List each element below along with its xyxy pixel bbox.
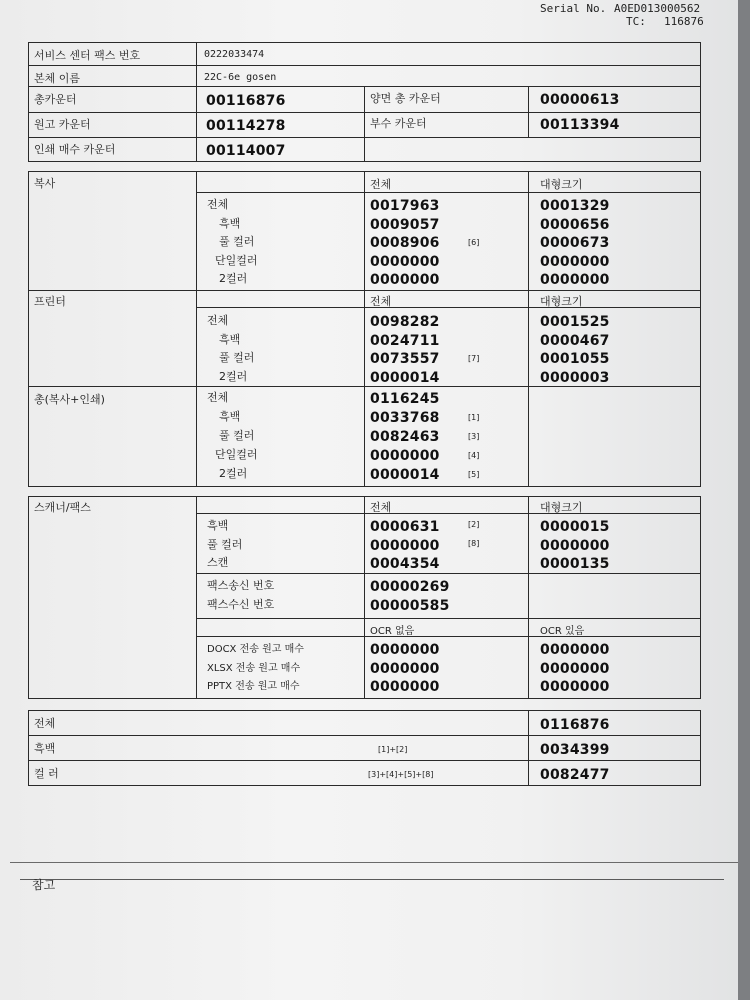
printer-row-large: 0000003 bbox=[540, 369, 610, 386]
copy-row-large: 0000000 bbox=[540, 253, 610, 270]
sum-row-total: 0082463 bbox=[370, 429, 440, 445]
printer-row-total: 0098282 bbox=[370, 314, 440, 330]
ocr-row-label: DOCX 전송 원고 매수 bbox=[207, 644, 304, 655]
sum-row-ref: [1] bbox=[468, 413, 480, 422]
ocr-no-header: OCR 없음 bbox=[370, 626, 415, 637]
scan-row-large: 0000000 bbox=[540, 537, 610, 554]
scan-row-ref: [2] bbox=[468, 520, 480, 529]
sum-row-total: 0000000 bbox=[370, 448, 440, 464]
copy-row-label: 단일컬러 bbox=[215, 253, 258, 267]
copy-row-large: 0000673 bbox=[540, 235, 610, 251]
printer-row-label: 풀 컬러 bbox=[219, 351, 255, 364]
grand-total-row-label: 흑백 bbox=[34, 742, 56, 755]
fax-number-value: 0222033474 bbox=[204, 49, 265, 60]
fax-row-label: 팩스송신 번호 bbox=[207, 579, 275, 592]
fax-number-label: 서비스 센터 팩스 번호 bbox=[34, 49, 141, 62]
printer-row-label: 2컬러 bbox=[219, 369, 248, 383]
scan-row-large: 0000015 bbox=[540, 519, 610, 535]
printer-row-ref: [7] bbox=[468, 354, 480, 363]
ocr-row-no: 0000000 bbox=[370, 679, 440, 695]
copy-row-label: 풀 컬러 bbox=[219, 235, 255, 248]
copy-col-total: 전체 bbox=[370, 178, 392, 191]
scan-row-total: 0000631 bbox=[370, 519, 440, 535]
copy-row-total: 0017963 bbox=[370, 198, 440, 214]
printer-row-large: 0001055 bbox=[540, 351, 610, 367]
copies-counter-value: 00113394 bbox=[540, 117, 620, 133]
copy-row-total: 0009057 bbox=[370, 216, 440, 233]
scan-row-ref: [8] bbox=[468, 538, 480, 548]
scan-row-large: 0000135 bbox=[540, 556, 610, 572]
sum-row-total: 0033768 bbox=[370, 410, 440, 426]
copies-counter-label: 부수 카운터 bbox=[370, 117, 427, 130]
fax-row-total: 00000585 bbox=[370, 597, 450, 614]
scan-row-total: 0004354 bbox=[370, 556, 440, 572]
tc-label: TC: bbox=[626, 15, 646, 28]
fax-row-total: 00000269 bbox=[370, 579, 450, 595]
printer-row-label: 흑백 bbox=[219, 332, 241, 346]
scan-row-total: 0000000 bbox=[370, 537, 440, 554]
scan-row-label: 흑백 bbox=[207, 519, 229, 532]
sum-row-ref: [4] bbox=[468, 451, 480, 460]
printer-row-total: 0024711 bbox=[370, 332, 440, 349]
grand-total-row-label: 전체 bbox=[34, 717, 56, 730]
tc-value: 116876 bbox=[664, 15, 704, 28]
sum-row-ref: [3] bbox=[468, 432, 480, 441]
printer-section-title: 프린터 bbox=[34, 295, 66, 308]
sum-row-label: 풀 컬러 bbox=[219, 429, 255, 442]
copy-row-label: 2컬러 bbox=[219, 272, 248, 285]
model-value: 22C-6e gosen bbox=[204, 72, 277, 83]
printer-row-large: 0000467 bbox=[540, 332, 610, 349]
sum-section-title: 총(복사+인쇄) bbox=[34, 393, 105, 406]
original-counter-value: 00114278 bbox=[206, 118, 286, 134]
serial-label: Serial No. bbox=[540, 2, 607, 15]
sum-row-total: 0000014 bbox=[370, 467, 440, 483]
copy-section-title: 복사 bbox=[34, 177, 56, 190]
scanner-col-large: 대형크기 bbox=[540, 501, 583, 514]
sum-row-label: 2컬러 bbox=[219, 467, 248, 480]
printer-row-label: 전체 bbox=[207, 314, 229, 327]
copy-row-total: 0000000 bbox=[370, 272, 440, 288]
scan-row-label: 스캔 bbox=[207, 556, 229, 569]
copy-row-large: 0001329 bbox=[540, 198, 610, 214]
copy-col-large: 대형크기 bbox=[540, 178, 583, 191]
ocr-row-yes: 0000000 bbox=[540, 642, 610, 658]
copy-row-total: 0008906 bbox=[370, 235, 440, 251]
copy-row-large: 0000656 bbox=[540, 216, 610, 233]
printer-row-total: 0000014 bbox=[370, 369, 440, 386]
scanner-section-title: 스캐너/팩스 bbox=[34, 501, 91, 514]
printer-row-total: 0073557 bbox=[370, 351, 440, 367]
copy-row-total: 0000000 bbox=[370, 253, 440, 270]
sum-row-label: 단일컬러 bbox=[215, 448, 258, 461]
duplex-counter-value: 00000613 bbox=[540, 92, 620, 108]
sum-row-total: 0116245 bbox=[370, 391, 440, 407]
grand-total-row-formula: [3]+[4]+[5]+[8] bbox=[368, 770, 434, 779]
scanner-col-total: 전체 bbox=[370, 501, 392, 514]
grand-total-row-value: 0034399 bbox=[540, 742, 610, 758]
printer-col-large: 대형크기 bbox=[540, 295, 583, 308]
copy-row-label: 전체 bbox=[207, 198, 229, 211]
ocr-row-yes: 0000000 bbox=[540, 660, 610, 677]
ocr-row-yes: 0000000 bbox=[540, 679, 610, 695]
copy-row-label: 흑백 bbox=[219, 216, 241, 230]
total-counter-label: 총카운터 bbox=[34, 93, 77, 106]
notes-label: 참고 bbox=[32, 878, 56, 892]
sum-row-ref: [5] bbox=[468, 470, 480, 479]
ocr-row-no: 0000000 bbox=[370, 660, 440, 677]
grand-total-row-label: 컬 러 bbox=[34, 767, 59, 780]
print-counter-value: 00114007 bbox=[206, 143, 286, 159]
ocr-yes-header: OCR 있음 bbox=[540, 626, 585, 637]
grand-total-row-value: 0116876 bbox=[540, 717, 610, 733]
sum-row-label: 흑백 bbox=[219, 410, 241, 423]
printer-col-total: 전체 bbox=[370, 295, 392, 308]
sum-row-label: 전체 bbox=[207, 391, 229, 404]
print-counter-label: 인쇄 매수 카운터 bbox=[34, 143, 116, 156]
model-label: 본체 이름 bbox=[34, 72, 81, 85]
duplex-counter-label: 양면 총 카운터 bbox=[370, 92, 441, 105]
grand-total-row-formula: [1]+[2] bbox=[378, 745, 408, 754]
copy-row-large: 0000000 bbox=[540, 272, 610, 288]
copy-row-ref: [6] bbox=[468, 238, 480, 247]
grand-total-row-value: 0082477 bbox=[540, 767, 610, 783]
original-counter-label: 원고 카운터 bbox=[34, 118, 91, 131]
ocr-row-label: PPTX 전송 원고 매수 bbox=[207, 681, 300, 692]
fax-row-label: 팩스수신 번호 bbox=[207, 597, 275, 611]
serial-value: A0ED013000562 bbox=[614, 2, 701, 15]
ocr-row-label: XLSX 전송 원고 매수 bbox=[207, 662, 301, 674]
scan-row-label: 풀 컬러 bbox=[207, 537, 243, 551]
total-counter-value: 00116876 bbox=[206, 93, 286, 109]
ocr-row-no: 0000000 bbox=[370, 642, 440, 658]
printer-row-large: 0001525 bbox=[540, 314, 610, 330]
